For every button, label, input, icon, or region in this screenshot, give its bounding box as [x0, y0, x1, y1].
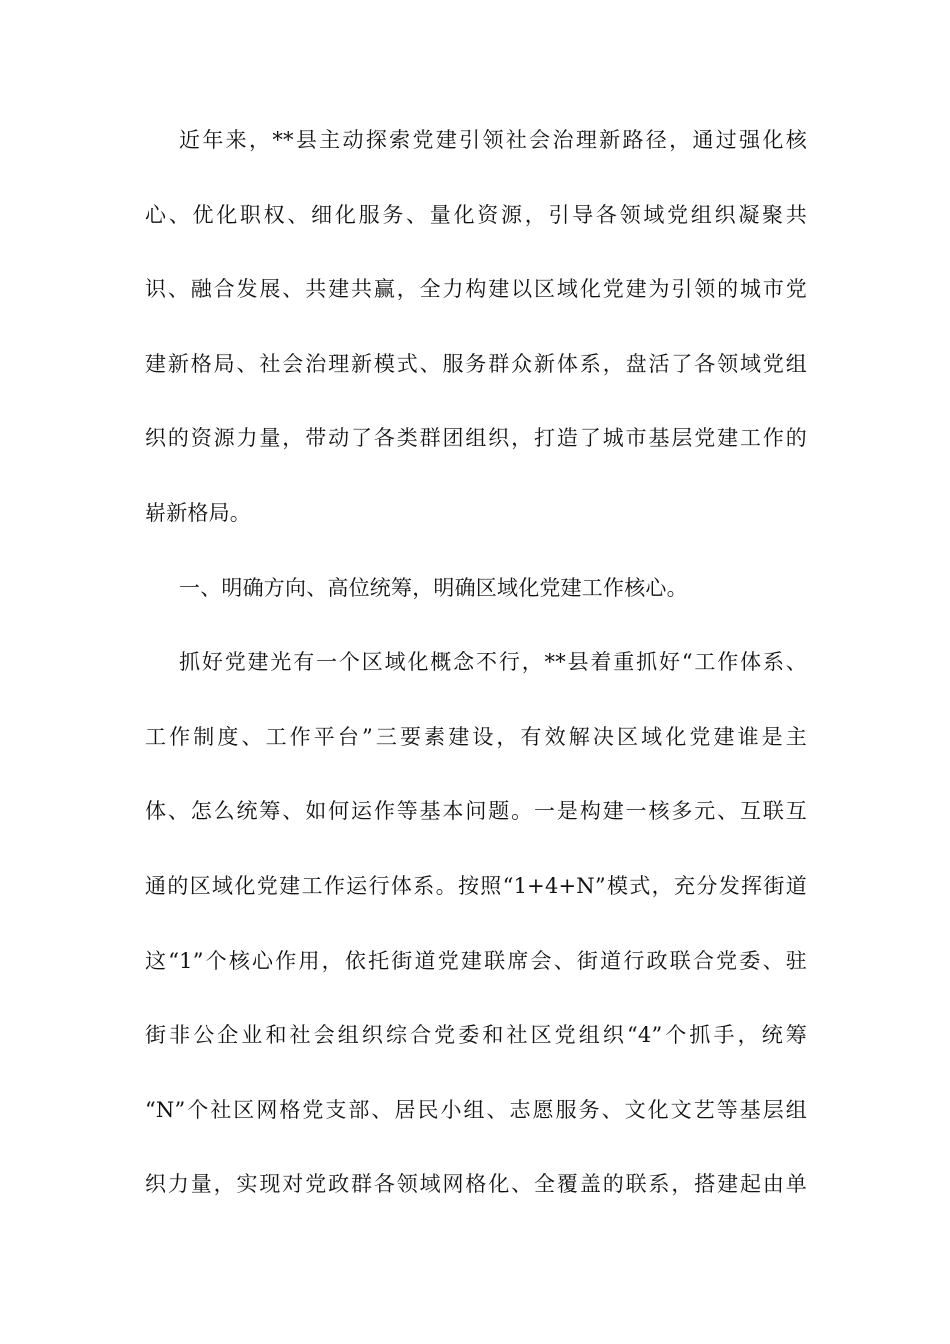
- section-heading-1: 一、明确方向、高位统筹，明确区域化党建工作核心。: [179, 575, 688, 600]
- paragraph-intro-line-5: 织的资源力量，带动了各类群团组织，打造了城市基层党建工作的: [145, 426, 807, 451]
- paragraph-section-1-line-7: “N”个社区网格党支部、居民小组、志愿服务、文化文艺等基层组: [145, 1097, 807, 1122]
- paragraph-section-1-line-2: 工作制度、工作平台”三要素建设，有效解决区域化党建谁是主: [145, 724, 807, 749]
- paragraph-section-1-line-6: 街非公企业和社会组织综合党委和社区党组织“4”个抓手，统筹: [145, 1023, 807, 1048]
- paragraph-intro-line-1: 近年来，**县主动探索党建引领社会治理新路径，通过强化核: [179, 128, 807, 152]
- paragraph-section-1-line-8: 织力量，实现对党政群各领域网格化、全覆盖的联系，搭建起由单: [145, 1172, 807, 1197]
- paragraph-section-1-line-1: 抓好党建光有一个区域化概念不行，**县着重抓好“工作体系、: [179, 650, 807, 675]
- paragraph-section-1-line-4: 通的区域化党建工作运行体系。按照“1+4+N”模式，充分发挥街道: [145, 873, 807, 898]
- paragraph-intro-line-3: 识、融合发展、共建共赢，全力构建以区域化党建为引领的城市党: [145, 277, 807, 302]
- document-body: [145, 118, 807, 1237]
- paragraph-section-1-line-3: 体、怎么统筹、如何运作等基本问题。一是构建一核多元、互联互: [145, 799, 807, 824]
- paragraph-intro-line-6: 崭新格局。: [145, 500, 251, 525]
- paragraph-intro-line-4: 建新格局、社会治理新模式、服务群众新体系，盘活了各领域党组: [145, 351, 807, 376]
- paragraph-section-1-line-5: 这“1”个核心作用，依托街道党建联席会、街道行政联合党委、驻: [145, 948, 807, 973]
- paragraph-intro-line-2: 心、优化职权、细化服务、量化资源，引导各领域党组织凝聚共: [145, 202, 807, 227]
